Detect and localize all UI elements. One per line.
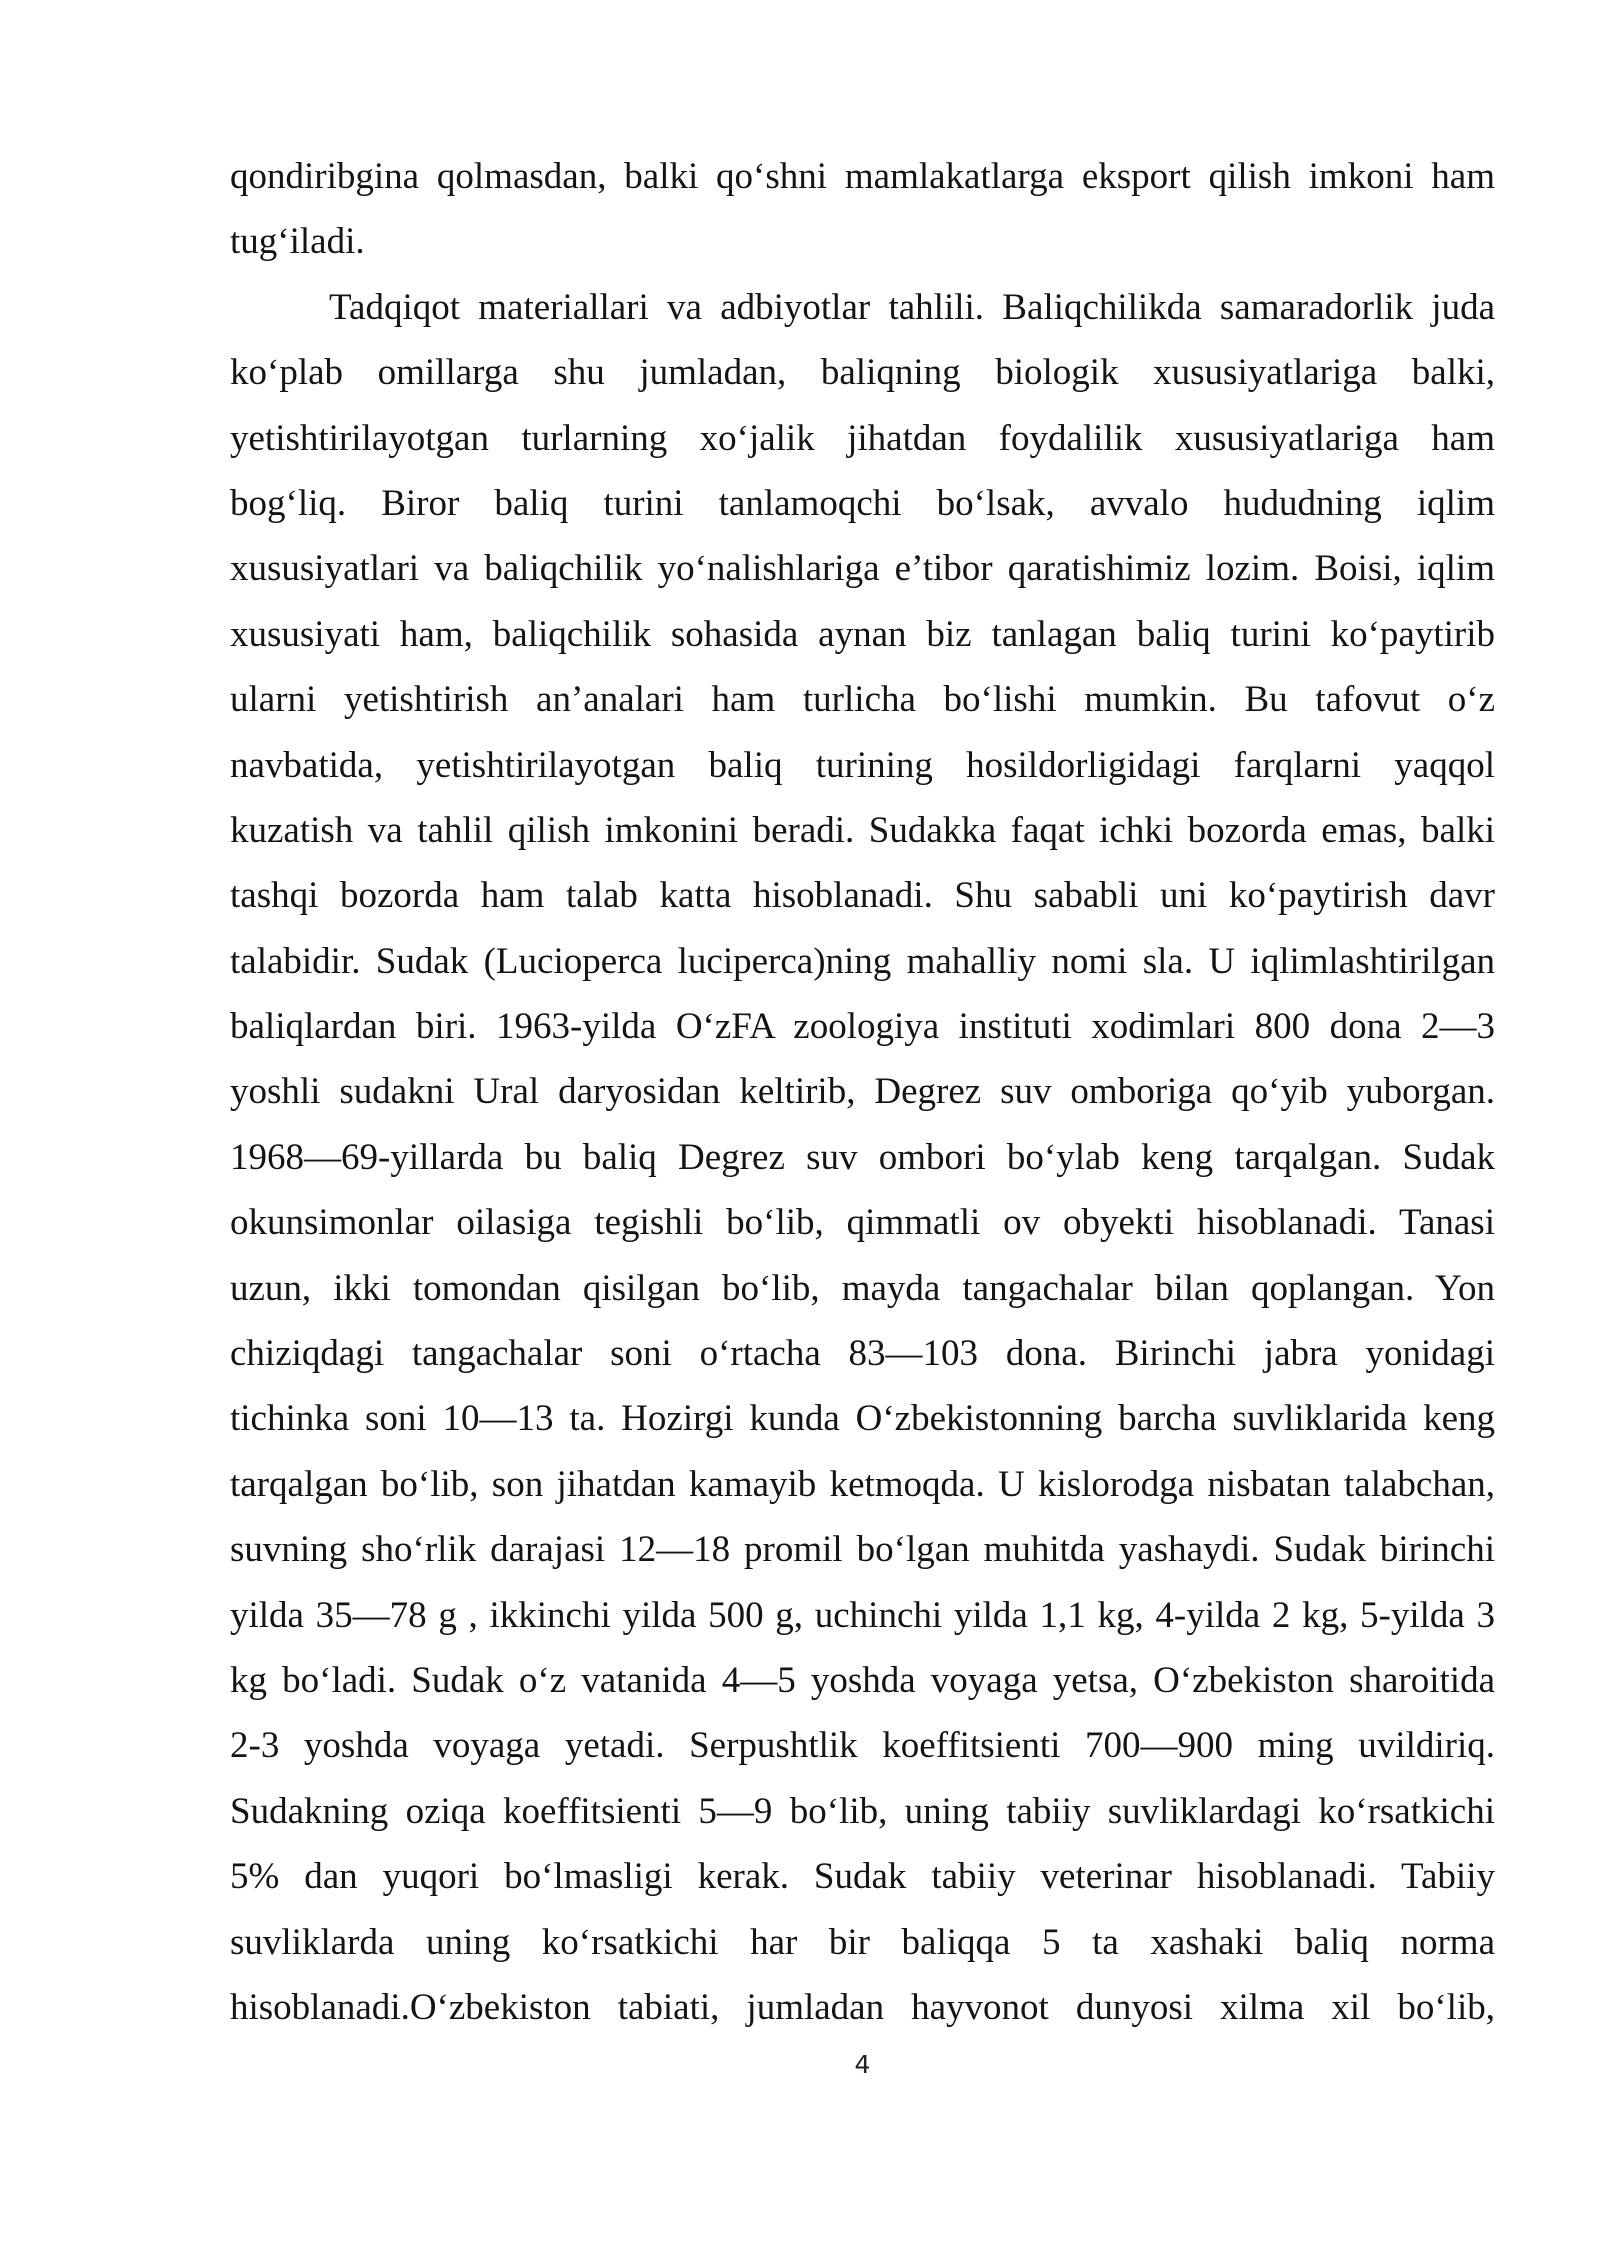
text-line: ularni yetishtirish an’analari ham turlicha bo‘lishi mumkin. Bu tafovut o‘z (230, 679, 1495, 721)
text-line: suvliklarda uning ko‘rsatkichi har bir baliqqa 5 ta xashaki baliq norma (230, 1921, 1495, 1963)
page-number: 4 (854, 2050, 871, 2079)
text-line: ko‘plab omillarga shu jumladan, baliqning biologik xususiyatlariga balki, (230, 352, 1495, 394)
text-line: xususiyati ham, baliqchilik sohasida aynan biz tanlagan baliq turini ko‘paytirib (230, 613, 1495, 655)
text-line: kuzatish va tahlil qilish imkonini beradi. Sudakka faqat ichki bozorda emas, balki (230, 809, 1495, 851)
text-line: talabidir. Sudak (Lucioperca luciperca)ning mahalliy nomi sla. U iqlimlashtirilgan (230, 940, 1495, 982)
text-line: yetishtirilayotgan turlarning xo‘jalik jihatdan foydalilik xususiyatlariga ham (230, 417, 1495, 459)
text-line: uzun, ikki tomondan qisilgan bo‘lib, mayda tangachalar bilan qoplangan. Yon (230, 1267, 1495, 1309)
text-line: okunsimonlar oilasiga tegishli bo‘lib, qimmatli ov obyekti hisoblanadi. Tanasi (230, 1202, 1495, 1244)
text-line: kg bo‘ladi. Sudak o‘z vatanida 4—5 yoshda voyaga yetsa, O‘zbekiston sharoitida (230, 1659, 1495, 1701)
text-line: tashqi bozorda ham talab katta hisoblanadi. Shu sababli uni ko‘paytirish davr (230, 875, 1495, 917)
paragraph (230, 144, 1495, 275)
text-line: bog‘liq. Biror baliq turini tanlamoqchi bo‘lsak, avvalo hududning iqlim (230, 482, 1495, 524)
text-line: yoshli sudakni Ural daryosidan keltirib, Degrez suv omboriga qo‘yib yuborgan. (230, 1071, 1495, 1113)
text-line: Tadqiqot materiallari va adbiyotlar tahlili. Baliqchilikda samaradorlik juda (329, 286, 1495, 328)
text-line: suvning sho‘rlik darajasi 12—18 promil bo‘lgan muhitda yashaydi. Sudak birinchi (230, 1529, 1495, 1571)
text-line: navbatida, yetishtirilayotgan baliq turining hosildorligidagi farqlarni yaqqol (230, 744, 1495, 786)
text-line: 1968—69-yillarda bu baliq Degrez suv ombori bo‘ylab keng tarqalgan. Sudak (230, 1136, 1495, 1178)
text-line: 5% dan yuqori bo‘lmasligi kerak. Sudak tabiiy veterinar hisoblanadi. Tabiiy (230, 1856, 1495, 1898)
text-line: qondiribgina qolmasdan, balki qo‘shni mamlakatlarga eksport qilish imkoni ham (230, 156, 1495, 197)
text-line: Sudakning oziqa koeffitsienti 5—9 bo‘lib, uning tabiiy suvliklardagi ko‘rsatkichi (230, 1790, 1495, 1832)
text-line: yilda 35—78 g , ikkinchi yilda 500 g, uchinchi yilda 1,1 kg, 4-yilda 2 kg, 5-yilda 3 (230, 1594, 1495, 1636)
text-line: 2-3 yoshda voyaga yetadi. Serpushtlik koeffitsienti 700—900 ming uvildiriq. (230, 1725, 1495, 1767)
text-line: chiziqdagi tangachalar soni o‘rtacha 83—103 dona. Birinchi jabra yonidagi (230, 1333, 1495, 1375)
text-line: xususiyatlari va baliqchilik yo‘nalishlariga e’tibor qaratishimiz lozim. Boisi, iqlim (230, 548, 1495, 590)
text-line: hisoblanadi.O‘zbekiston tabiati, jumladan hayvonot dunyosi xilma xil bo‘lib, (230, 1986, 1495, 2028)
text-line: baliqlardan biri. 1963-yilda O‘zFA zoologiya instituti xodimlari 800 dona 2—3 (230, 1006, 1495, 1048)
paragraph (230, 275, 1495, 2041)
text-line: tichinka soni 10—13 ta. Hozirgi kunda O‘zbekistonning barcha suvliklarida keng (230, 1398, 1495, 1440)
text-line: tarqalgan bo‘lib, son jihatdan kamayib ketmoqda. U kislorodga nisbatan talabchan, (230, 1463, 1495, 1505)
body-text (230, 144, 1495, 2040)
text-line: tug‘iladi. (230, 221, 365, 263)
